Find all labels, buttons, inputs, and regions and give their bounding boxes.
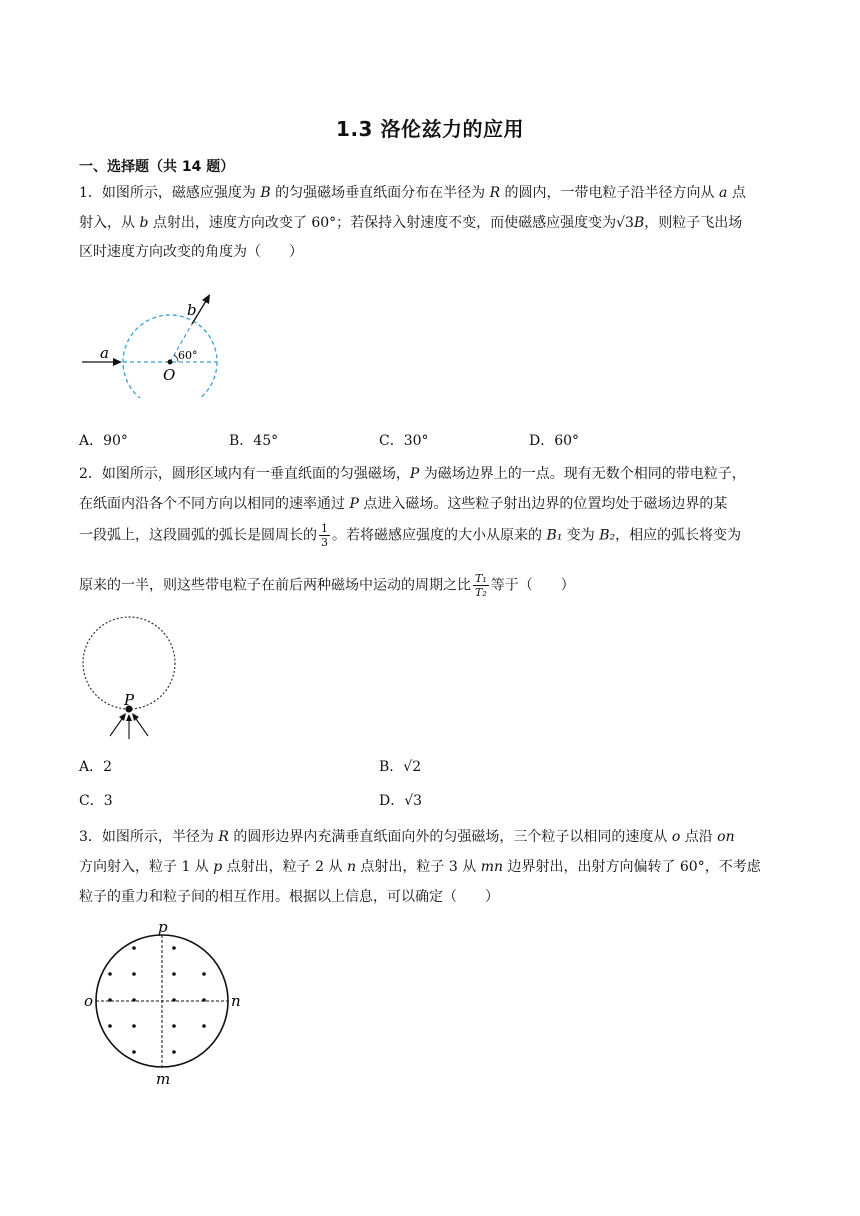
arrowhead	[119, 713, 126, 721]
q1-text: 的匀强磁场垂直纸面分布在半径为	[270, 185, 490, 201]
q2-line-4	[79, 572, 575, 599]
q1-text: 的圆内，一带电粒子沿半径方向从	[500, 185, 720, 201]
q2-text: 2．如图所示，圆形区域内有一垂直纸面的匀强磁场，	[79, 466, 410, 482]
section-heading: 一、选择题（共 14 题）	[79, 159, 235, 175]
q3-line-3: 粒子的重力和粒子间的相互作用。根据以上信息，可以确定（ ）	[79, 889, 499, 905]
q1-line-1	[79, 181, 746, 205]
label-n: n	[231, 992, 241, 1010]
var-B1: B₁	[546, 527, 563, 544]
fraction-T1-T2	[473, 572, 489, 599]
var-o: o	[671, 829, 681, 845]
q3-text: 3．如图所示，半径为	[79, 829, 219, 845]
q1-text: 1．如图所示，磁感应强度为	[79, 185, 261, 201]
var-B2: B₂	[599, 527, 616, 544]
incident-arrowhead	[113, 358, 122, 366]
label-a: a	[100, 344, 109, 362]
q1-text: 点	[727, 185, 746, 201]
label-o: o	[84, 992, 94, 1010]
label-m: m	[156, 1070, 171, 1088]
page-title: 1.3 洛伦兹力的应用	[336, 117, 524, 141]
exit-arrowhead	[202, 294, 210, 304]
magnetic-field-circle	[123, 315, 217, 398]
q2-text: ，相应的弧长将变为	[615, 527, 742, 544]
var-p: p	[213, 859, 223, 875]
fraction-one-third	[319, 522, 330, 549]
label-p: p	[158, 918, 168, 936]
fraction-denominator: 3	[321, 536, 328, 549]
q3-line-2	[79, 855, 761, 879]
arrowhead	[132, 713, 139, 721]
q2-option-c[interactable]: C．3	[79, 793, 113, 809]
q2-option-b[interactable]: B．√2	[379, 759, 422, 775]
q2-line-1	[79, 462, 746, 486]
q2-text: 一段弧上，这段圆弧的弧长是圆周长的	[79, 527, 317, 544]
q2-text: 变为	[562, 527, 600, 544]
var-P: P	[409, 466, 420, 482]
q2-text: 原来的一半，则这些带电粒子在前后两种磁场中运动的周期之比	[79, 577, 471, 594]
q2-line-3	[79, 522, 741, 549]
center-point	[168, 360, 173, 365]
var-a: a	[719, 185, 728, 201]
label-angle: 60°	[178, 349, 198, 362]
q1-figure	[76, 288, 226, 398]
q2-line-2	[79, 492, 727, 516]
q1-option-a[interactable]: A．90°	[79, 433, 128, 449]
q1-text: 射入，从	[79, 215, 140, 231]
q1-option-d[interactable]: D．60°	[529, 433, 580, 449]
q2-figure	[76, 614, 186, 744]
var-on: on	[717, 829, 735, 845]
fraction-denominator: T₂	[475, 586, 487, 599]
q1-text: 点射出，速度方向改变了 60°；若保持入射速度不变，而使磁感应强度变为	[148, 215, 617, 231]
fraction-numerator: 1	[321, 522, 328, 535]
q2-option-a[interactable]: A．2	[79, 759, 113, 775]
q3-text: 的圆形边界内充满垂直纸面向外的匀强磁场，三个粒子以相同的速度从	[228, 829, 672, 845]
q1-line-3: 区时速度方向改变的角度为（ ）	[79, 244, 303, 260]
q2-text: 等于（ ）	[490, 577, 575, 594]
var-R: R	[218, 829, 229, 845]
var-b: b	[139, 215, 149, 231]
q3-line-1	[79, 825, 735, 849]
q3-text: 点射出，粒子 2 从	[222, 859, 347, 875]
var-B: B	[633, 215, 645, 231]
q1-option-b[interactable]: B．45°	[229, 433, 279, 449]
arrowhead	[126, 714, 132, 721]
q2-text: 点进入磁场。这些粒子射出边界的位置均处于磁场边界的某	[358, 496, 728, 512]
label-b: b	[187, 301, 197, 319]
q2-text: 为磁场边界上的一点。现有无数个相同的带电粒子，	[419, 466, 746, 482]
fraction-numerator: T₁	[475, 572, 487, 585]
q1-option-c[interactable]: C．30°	[379, 433, 429, 449]
q3-text: 边界射出，出射方向偏转了 60°，不考虑	[503, 859, 761, 875]
q3-text: 方向射入，粒子 1 从	[79, 859, 214, 875]
q2-text: 在纸面内沿各个不同方向以相同的速率通过	[79, 496, 350, 512]
var-P: P	[349, 496, 359, 512]
field-dots	[108, 946, 206, 1054]
q1-line-2	[79, 211, 742, 235]
var-n: n	[346, 859, 356, 875]
var-R: R	[489, 185, 501, 201]
q3-text: 点沿	[680, 829, 718, 845]
var-B: B	[260, 185, 271, 201]
q1-text: ，则粒子飞出场	[644, 215, 743, 231]
q2-text: 。若将磁感应强度的大小从原来的	[332, 527, 547, 544]
label-P: P	[124, 691, 135, 709]
sqrt3-symbol: √3	[616, 215, 634, 231]
q3-text: 点射出，粒子 3 从	[355, 859, 481, 875]
q3-figure	[80, 918, 250, 1088]
q2-option-d[interactable]: D．√3	[379, 793, 423, 809]
var-mn: mn	[480, 859, 503, 875]
label-O: O	[163, 366, 176, 384]
